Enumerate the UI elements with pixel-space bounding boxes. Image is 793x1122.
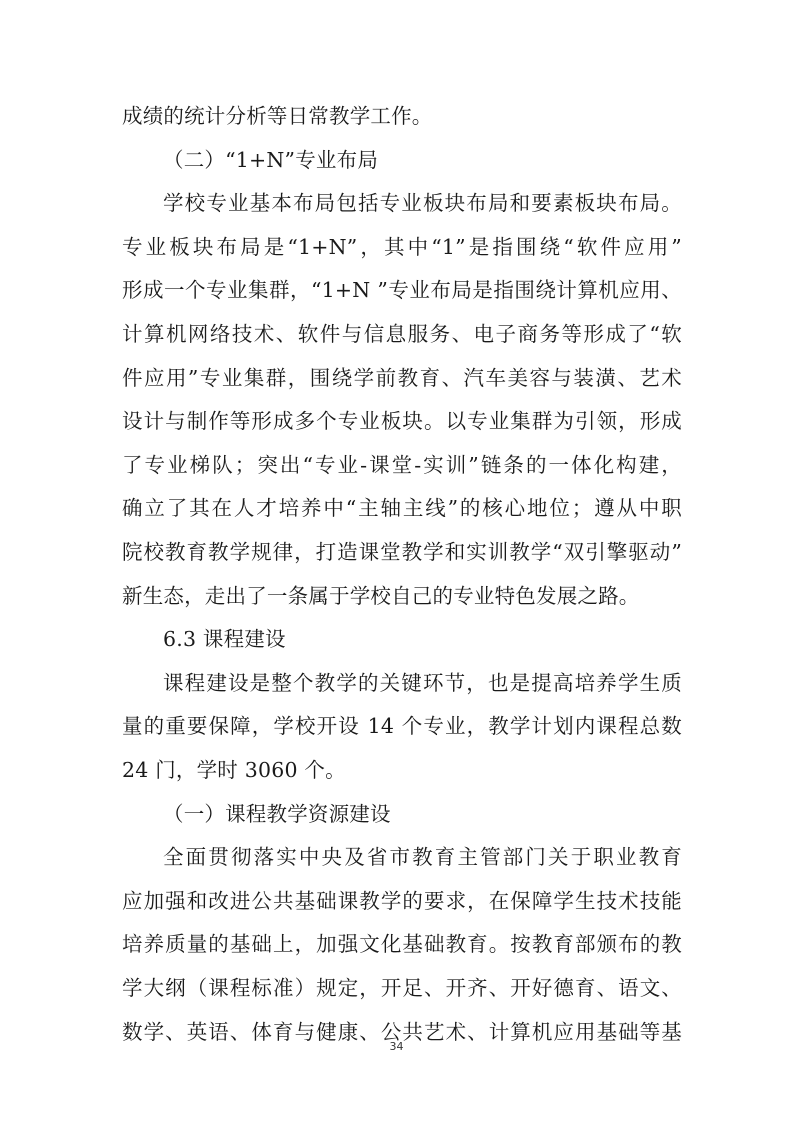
text-line: 院校教育教学规律，打造课堂教学和实训教学“双引擎驱动” [122,540,682,564]
text-line: 新生态，走出了一条属于学校自己的专业特色发展之路。 [122,583,640,608]
text-line: 件应用”专业集群，围绕学前教育、汽车美容与装潢、艺术 [122,365,682,390]
text-line: 了专业梯队；突出“专业-课堂-实训”链条的一体化构建， [122,452,682,477]
text-line: （一）课程教学资源建设 [163,801,391,826]
text-line: 学大纲（课程标准）规定，开足、开齐、开好德育、语文、 [122,976,682,1000]
text-line: 培养质量的基础上，加强文化基础教育。按教育部颁布的教 [122,932,682,957]
text-line: 课程建设是整个教学的关键环节，也是提高培养学生质 [163,670,682,695]
text-line: 量的重要保障，学校开设 14 个专业，教学计划内课程总数 [122,714,682,739]
text-line: 6.3 课程建设 [163,627,286,652]
text-line: 成绩的统计分析等日常教学工作。 [122,104,433,128]
text-line: 计算机网络技术、软件与信息服务、电子商务等形成了“软 [122,322,682,346]
text-line: 全面贯彻落实中央及省市教育主管部门关于职业教育 [163,845,682,870]
text-line: 专业板块布局是“1+N”，其中“1”是指围绕“软件应用” [122,234,682,259]
text-line: 确立了其在人才培养中“主轴主线”的核心地位；遵从中职 [122,496,682,521]
text-line: 学校专业基本布局包括专业板块布局和要素板块布局。 [163,191,682,216]
text-line: 应加强和改进公共基础课教学的要求，在保障学生技术技能 [122,888,682,913]
text-line: 数学、英语、体育与健康、公共艺术、计算机应用基础等基 [122,1019,682,1044]
text-line: 形成一个专业集群，“1+N ”专业布局是指围绕计算机应用、 [122,278,682,303]
text-line: 24 门，学时 3060 个。 [122,758,346,782]
page-number: 34 [389,1040,404,1053]
text-line: 设计与制作等形成多个专业板块。以专业集群为引领，形成 [122,409,682,434]
text-line: （二）“1+N”专业布局 [163,147,379,172]
